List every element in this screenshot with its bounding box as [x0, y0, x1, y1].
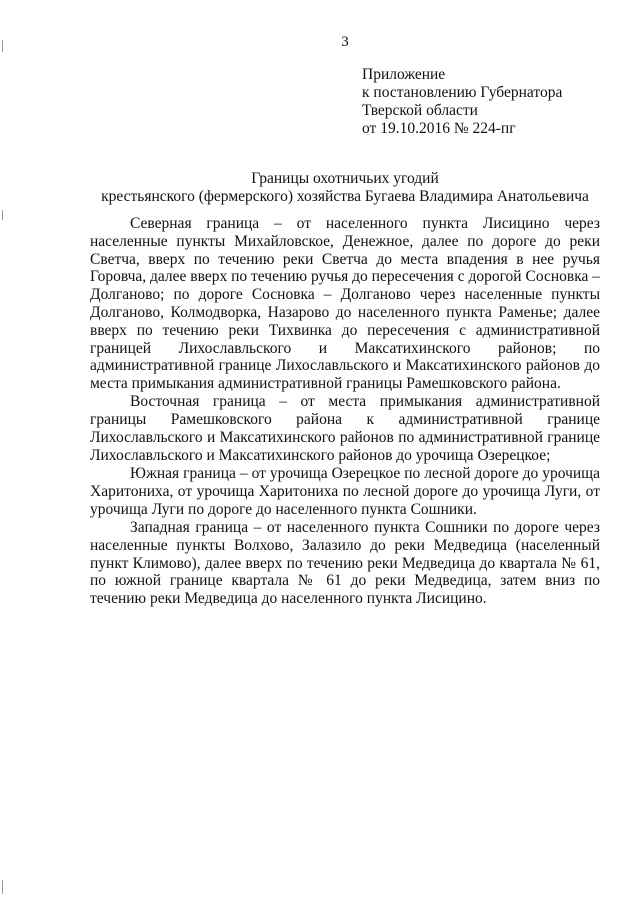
east-border-paragraph: Восточная граница – от места примыкания административной границы Рамешковского района к административной границе Лихославльского и Максатихинского районов по административной границе Лихославльского и Максатихинского районов до урочища Озерецкое;: [90, 393, 600, 464]
appendix-line: к постановлению Губернатора: [362, 84, 563, 101]
scan-edge-mark: [2, 880, 3, 894]
appendix-line: Тверской области: [362, 102, 478, 119]
appendix-date-number: от 19.10.2016 № 224-пг: [362, 120, 516, 137]
page-number: 3: [341, 34, 349, 50]
document-body: [90, 215, 600, 609]
appendix-header: [362, 66, 562, 138]
scan-edge-mark: [2, 210, 3, 220]
title-line: крестьянского (фермерского) хозяйства Бугаева Владимира Анатольевича: [101, 188, 589, 205]
west-border-paragraph: Западная граница – от населенного пункта Сошники по дороге через населенные пункты Волхово, Залазило до реки Медведица (населенный пункт Климово), далее вверх по течению реки Медведица до квартала № 61, по южной границе квартала № 61 до реки Медведица, затем вниз по течению реки Медведица до населенного пункта Лисицино.: [90, 519, 600, 608]
appendix-line: Приложение: [362, 66, 446, 83]
north-border-paragraph: Северная граница – от населенного пункта Лисицино через населенные пункты Михайловское, Денежное, далее по дороге до реки Светча, вверх по течению реки Светча до места впадения в нее ручья Горовча, далее вверх по течению ручья до пересечения с дорогой Сосновка – Долганово; по дороге Сосновка – Долганово через населенные пункты Долганово, Колмодворка, Назарово до населенного пункта Раменье; далее вверх по течению реки Тихвинка до пересечения с административной границей Лихославльского и Максатихинского районов; по административной границе Лихославльского и Максатихинского районов до места примыкания административной границы Рамешковского района.: [90, 215, 600, 393]
document-title: [0, 170, 640, 206]
title-line: Границы охотничьих угодий: [251, 170, 439, 187]
south-border-paragraph: Южная граница – от урочища Озерецкое по лесной дороге до урочища Харитониха, от урочища Харитониха по лесной дороге до урочища Луги, от урочища Луги по дороге до населенного пункта Сошники.: [90, 465, 600, 518]
